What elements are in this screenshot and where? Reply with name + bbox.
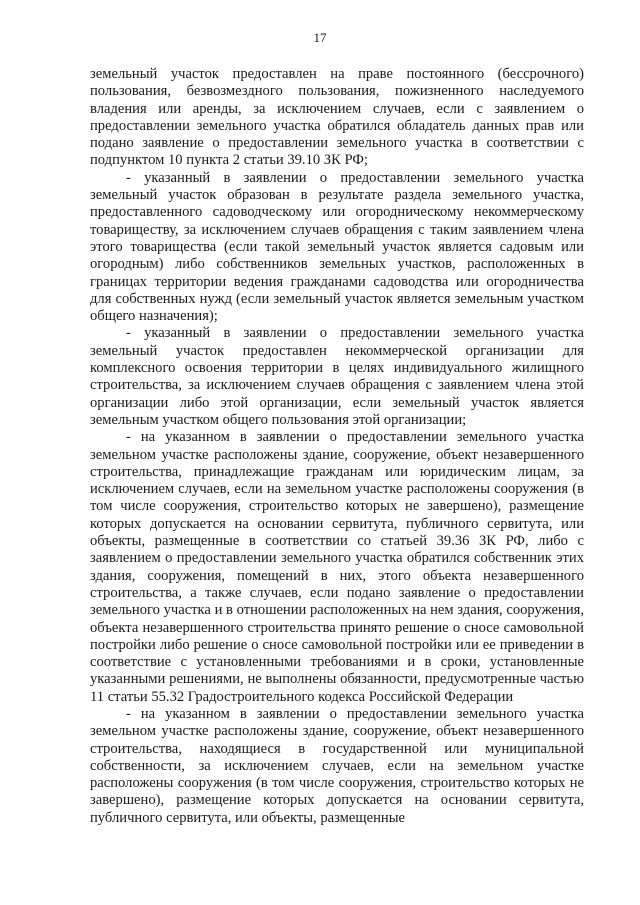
- page-number: 17: [313, 30, 327, 45]
- paragraph-3: - указанный в заявлении о предоставлении земельного участка земельный участок предоставлен некоммерческой организации для комплексного освоения территории в целях индивидуального жилищного строительства, за исключением случаев обращения с заявлением члена этой организации либо этой организации, если земельный участок является земельным участком общего пользования этой организации;: [90, 325, 584, 428]
- paragraph-1: земельный участок предоставлен на праве постоянного (бессрочного) пользования, безвозмездного пользования, пожизненного наследуемого владения или аренды, за исключением случаев, если с заявлением о предоставлении земельного участка обратился обладатель данных прав или подано заявление о предоставлении земельного участка в соответствии с подпунктом 10 пункта 2 статьи 39.10 ЗК РФ;: [90, 66, 584, 169]
- paragraph-5: - на указанном в заявлении о предоставлении земельного участка земельном участке расположены здание, сооружение, объект незавершенного строительства, находящиеся в государственной или муниципальной собственности, за исключением случаев, если на земельном участке расположены сооружения (в том числе сооружения, строительство которых не завершено), размещение которых допускается на основании сервитута, публичного сервитута, или объекты, размещенные: [90, 705, 584, 826]
- document-body: [90, 66, 584, 827]
- paragraph-2: - указанный в заявлении о предоставлении земельного участка земельный участок образован в результате раздела земельного участка, предоставленного садоводческому или огородническому некоммерческому товариществу, за исключением случаев обращения с таким заявлением члена этого товарищества (если такой земельный участок является садовым или огородным) либо собственников земельных участков, расположенных в границах территории ведения гражданами садоводства или огородничества для собственных нужд (если земельный участок является земельным участком общего назначения);: [90, 169, 584, 325]
- paragraph-4: - на указанном в заявлении о предоставлении земельного участка земельном участке расположены здание, сооружение, объект незавершенного строительства, принадлежащие гражданам или юридическим лицам, за исключением случаев, если на земельном участке расположены сооружения (в том числе сооружения, строительство которых не завершено), размещение которых допускается на основании сервитута, публичного сервитута, или объекты, размещенные в соответствии со статьей 39.36 ЗК РФ, либо с заявлением о предоставлении земельного участка обратился собственник этих здания, сооружения, помещений в них, этого объекта незавершенного строительства, а также случаев, если подано заявление о предоставлении земельного участка и в отношении расположенных на нем здания, сооружения, объекта незавершенного строительства принято решение о сносе самовольной постройки либо решение о сносе самовольной постройки или ее приведении в соответствие с установленными требованиями и в сроки, установленные указанными решениями, не выполнены обязанности, предусмотренные частью 11 статьи 55.32 Градостроительного кодекса Российской Федерации: [90, 429, 584, 705]
